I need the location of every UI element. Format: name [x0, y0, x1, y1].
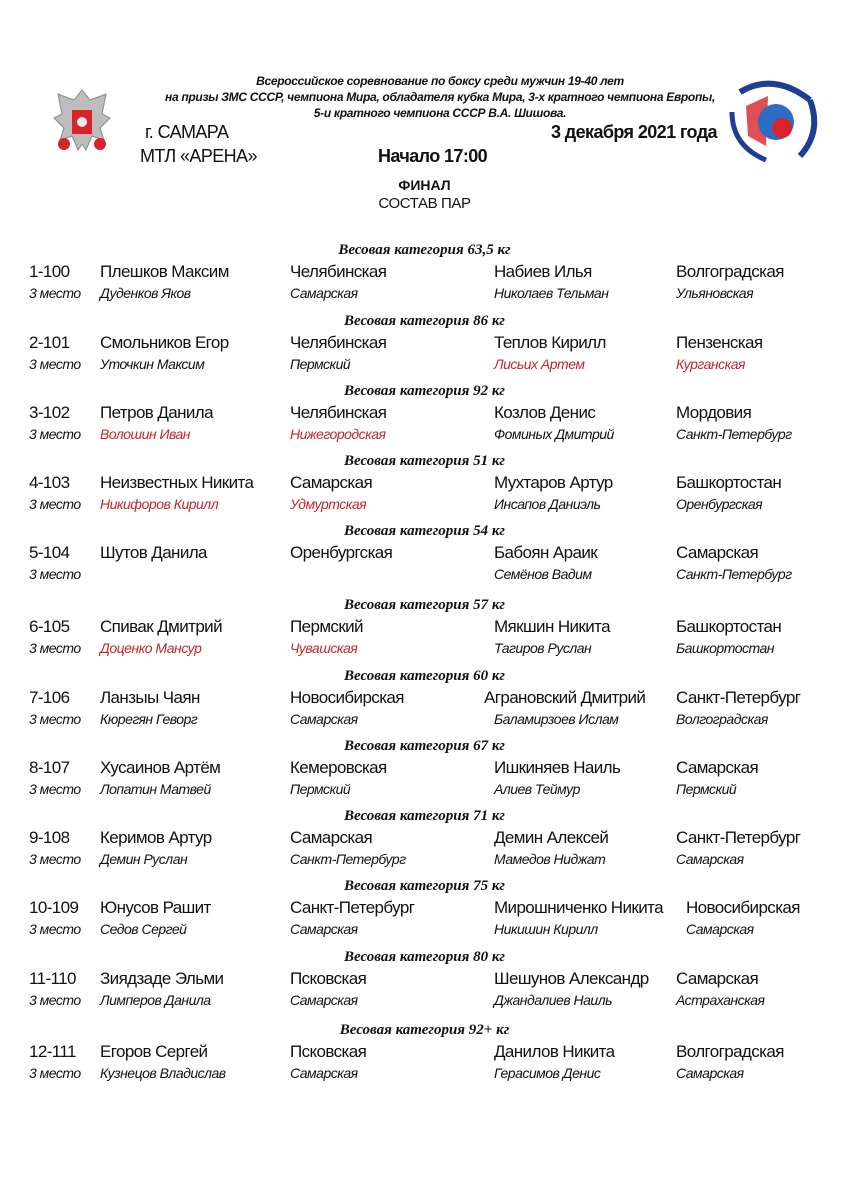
third-place-name-2: Лисьих Артем	[494, 356, 585, 372]
blue-corner-region: Пензенская	[676, 333, 763, 352]
third-place-region-2: Самарская	[676, 1065, 744, 1081]
third-place-name-2: Николаев Тельман	[494, 285, 609, 301]
third-place-region-1: Чувашская	[290, 640, 358, 656]
third-place-label: 3 место	[29, 851, 81, 867]
blue-corner-name: Набиев Илья	[494, 262, 592, 281]
third-place-name-1: Дуденков Яков	[100, 285, 191, 301]
blue-corner-name: Данилов Никита	[494, 1042, 615, 1061]
blue-corner-name: Теплов Кирилл	[494, 333, 606, 352]
weight-category-title: Весовая категория 60 кг	[344, 668, 505, 684]
third-place-name-2: Инсапов Даниэль	[494, 496, 601, 512]
red-corner-name: Петров Данила	[100, 403, 213, 422]
red-corner-name: Смольников Егор	[100, 333, 229, 352]
red-corner-region: Челябинская	[290, 262, 387, 281]
blue-corner-name: Мухтаров Артур	[494, 473, 613, 492]
red-corner-region: Челябинская	[290, 333, 387, 352]
third-place-label: 3 место	[29, 356, 81, 372]
header-line-2: на призы ЗМС СССР, чемпиона Мира, обладателя кубка Мира, 3-х кратного чемпиона Европы,	[165, 90, 715, 104]
blue-corner-region: Башкортостан	[676, 473, 782, 492]
blue-corner-name: Ишкиняев Наиль	[494, 758, 621, 777]
blue-corner-region: Башкортостан	[676, 617, 782, 636]
third-place-name-2: Баламирзоев Ислам	[494, 711, 619, 727]
third-place-name-1: Седов Сергей	[100, 921, 187, 937]
event-date: 3 декабря 2021 года	[551, 122, 717, 142]
third-place-label: 3 место	[29, 781, 81, 797]
third-place-name-2: Мамедов Ниджат	[494, 851, 606, 867]
third-place-name-1: Лимперов Данила	[100, 992, 211, 1008]
start-time: Начало 17:00	[378, 146, 488, 166]
red-corner-name: Шутов Данила	[100, 543, 207, 562]
red-corner-region: Санкт-Петербург	[290, 898, 415, 917]
third-place-region-2: Оренбургская	[676, 496, 763, 512]
bout-number: 6-105	[29, 617, 70, 636]
third-place-name-2: Герасимов Денис	[494, 1065, 601, 1081]
third-place-name-1: Доценко Мансур	[100, 640, 202, 656]
third-place-name-2: Тагиров Руслан	[494, 640, 592, 656]
third-place-name-1: Кюрегян Геворг	[100, 711, 198, 727]
weight-category-title: Весовая категория 75 кг	[344, 878, 505, 894]
bout-number: 7-106	[29, 688, 70, 707]
red-corner-region: Оренбургская	[290, 543, 393, 562]
subtitle: СОСТАВ ПАР	[378, 195, 471, 212]
blue-corner-region: Волгоградская	[676, 1042, 784, 1061]
third-place-region-1: Удмуртская	[290, 496, 367, 512]
weight-category-title: Весовая категория 92+ кг	[339, 1022, 510, 1038]
red-corner-name: Хусаинов Артём	[100, 758, 221, 777]
third-place-region-2: Астраханская	[676, 992, 765, 1008]
bout-number: 8-107	[29, 758, 70, 777]
blue-corner-name: Шешунов Александр	[494, 969, 649, 988]
blue-corner-name: Мякшин Никита	[494, 617, 611, 636]
red-corner-region: Псковская	[290, 1042, 367, 1061]
red-corner-name: Керимов Артур	[100, 828, 212, 847]
weight-category-title: Весовая категория 54 кг	[344, 523, 505, 539]
third-place-name-1: Волошин Иван	[100, 426, 191, 442]
third-place-region-1: Пермский	[290, 781, 351, 797]
red-corner-name: Егоров Сергей	[100, 1042, 208, 1061]
third-place-region-2: Санкт-Петербург	[676, 566, 792, 582]
blue-corner-region: Санкт-Петербург	[676, 688, 801, 707]
bout-number: 11-110	[29, 969, 76, 988]
third-place-region-2: Башкортостан	[676, 640, 774, 656]
third-place-label: 3 место	[29, 566, 81, 582]
red-corner-region: Новосибирская	[290, 688, 404, 707]
red-corner-region: Самарская	[290, 473, 373, 492]
blue-corner-name: Демин Алексей	[494, 828, 609, 847]
third-place-label: 3 место	[29, 426, 81, 442]
bout-number: 3-102	[29, 403, 70, 422]
bout-number: 10-109	[29, 898, 79, 917]
third-place-label: 3 место	[29, 496, 81, 512]
third-place-region-2: Волгоградская	[676, 711, 768, 727]
blue-corner-region: Санкт-Петербург	[676, 828, 801, 847]
third-place-region-1: Самарская	[290, 285, 358, 301]
blue-corner-name: Бабоян Араик	[494, 543, 598, 562]
ministry-emblem-logo	[50, 84, 114, 161]
third-place-region-2: Ульяновская	[676, 285, 754, 301]
blue-corner-name: Мирошниченко Никита	[494, 898, 663, 917]
third-place-label: 3 место	[29, 921, 81, 937]
third-place-label: 3 место	[29, 640, 81, 656]
blue-corner-region: Самарская	[676, 969, 759, 988]
red-corner-name: Зиядзаде Эльми	[100, 969, 224, 988]
weight-category-title: Весовая категория 71 кг	[344, 808, 505, 824]
third-place-region-2: Курганская	[676, 356, 745, 372]
bout-number: 12-111	[29, 1042, 76, 1061]
red-corner-name: Юнусов Рашит	[100, 898, 211, 917]
third-place-region-1: Пермский	[290, 356, 351, 372]
blue-corner-region: Самарская	[676, 758, 759, 777]
third-place-region-1: Нижегородская	[290, 426, 386, 442]
blue-corner-region: Новосибирская	[686, 898, 800, 917]
red-corner-name: Плешков Максим	[100, 262, 229, 281]
city: г. САМАРА	[145, 122, 229, 142]
bout-number: 1-100	[29, 262, 70, 281]
header-line-1: Всероссийское соревнование по боксу среди мужчин 19-40 лет	[256, 74, 624, 88]
red-corner-region: Псковская	[290, 969, 367, 988]
third-place-region-1: Самарская	[290, 921, 358, 937]
third-place-label: 3 место	[29, 711, 81, 727]
stage-title: ФИНАЛ	[398, 177, 451, 193]
red-corner-region: Пермский	[290, 617, 363, 636]
third-place-label: 3 место	[29, 285, 81, 301]
third-place-name-1: Уточкин Максим	[100, 356, 205, 372]
third-place-name-1: Демин Руслан	[100, 851, 188, 867]
bout-number: 4-103	[29, 473, 70, 492]
third-place-name-2: Никишин Кирилл	[494, 921, 598, 937]
red-corner-region: Кемеровская	[290, 758, 387, 777]
weight-category-title: Весовая категория 80 кг	[344, 949, 505, 965]
weight-category-title: Весовая категория 86 кг	[344, 313, 505, 329]
blue-corner-region: Волгоградская	[676, 262, 784, 281]
third-place-region-2: Самарская	[676, 851, 744, 867]
red-corner-region: Самарская	[290, 828, 373, 847]
third-place-region-2: Пермский	[676, 781, 737, 797]
third-place-name-1: Никифоров Кирилл	[100, 496, 219, 512]
red-corner-name: Ланзыы Чаян	[100, 688, 200, 707]
third-place-region-2: Санкт-Петербург	[676, 426, 792, 442]
third-place-name-2: Алиев Теймур	[494, 781, 580, 797]
third-place-name-2: Фоминых Дмитрий	[494, 426, 614, 442]
third-place-region-1: Самарская	[290, 992, 358, 1008]
third-place-label: 3 место	[29, 992, 81, 1008]
bout-number: 2-101	[29, 333, 70, 352]
third-place-region-1: Санкт-Петербург	[290, 851, 406, 867]
header-line-3: 5-и кратного чемпиона СССР В.А. Шишова.	[313, 106, 567, 120]
red-corner-name: Спивак Дмитрий	[100, 617, 222, 636]
weight-category-title: Весовая категория 63,5 кг	[338, 242, 511, 258]
weight-category-title: Весовая категория 67 кг	[344, 738, 505, 754]
venue: МТЛ «АРЕНА»	[140, 146, 257, 166]
red-corner-region: Челябинская	[290, 403, 387, 422]
blue-corner-name: Козлов Денис	[494, 403, 596, 422]
third-place-name-2: Джандалиев Наиль	[494, 992, 612, 1008]
third-place-region-2: Самарская	[686, 921, 754, 937]
third-place-region-1: Самарская	[290, 1065, 358, 1081]
weight-category-title: Весовая категория 51 кг	[344, 453, 505, 469]
red-corner-name: Неизвестных Никита	[100, 473, 254, 492]
third-place-region-1: Самарская	[290, 711, 358, 727]
weight-category-title: Весовая категория 92 кг	[344, 383, 505, 399]
weight-category-title: Весовая категория 57 кг	[344, 597, 505, 613]
bout-number: 5-104	[29, 543, 70, 562]
third-place-label: 3 место	[29, 1065, 81, 1081]
third-place-name-1: Кузнецов Владислав	[100, 1065, 226, 1081]
blue-corner-name: Аграновский Дмитрий	[484, 688, 646, 707]
third-place-name-1: Лопатин Матвей	[100, 781, 211, 797]
blue-corner-region: Мордовия	[676, 403, 752, 422]
third-place-name-2: Семёнов Вадим	[494, 566, 592, 582]
bout-number: 9-108	[29, 828, 70, 847]
blue-corner-region: Самарская	[676, 543, 759, 562]
